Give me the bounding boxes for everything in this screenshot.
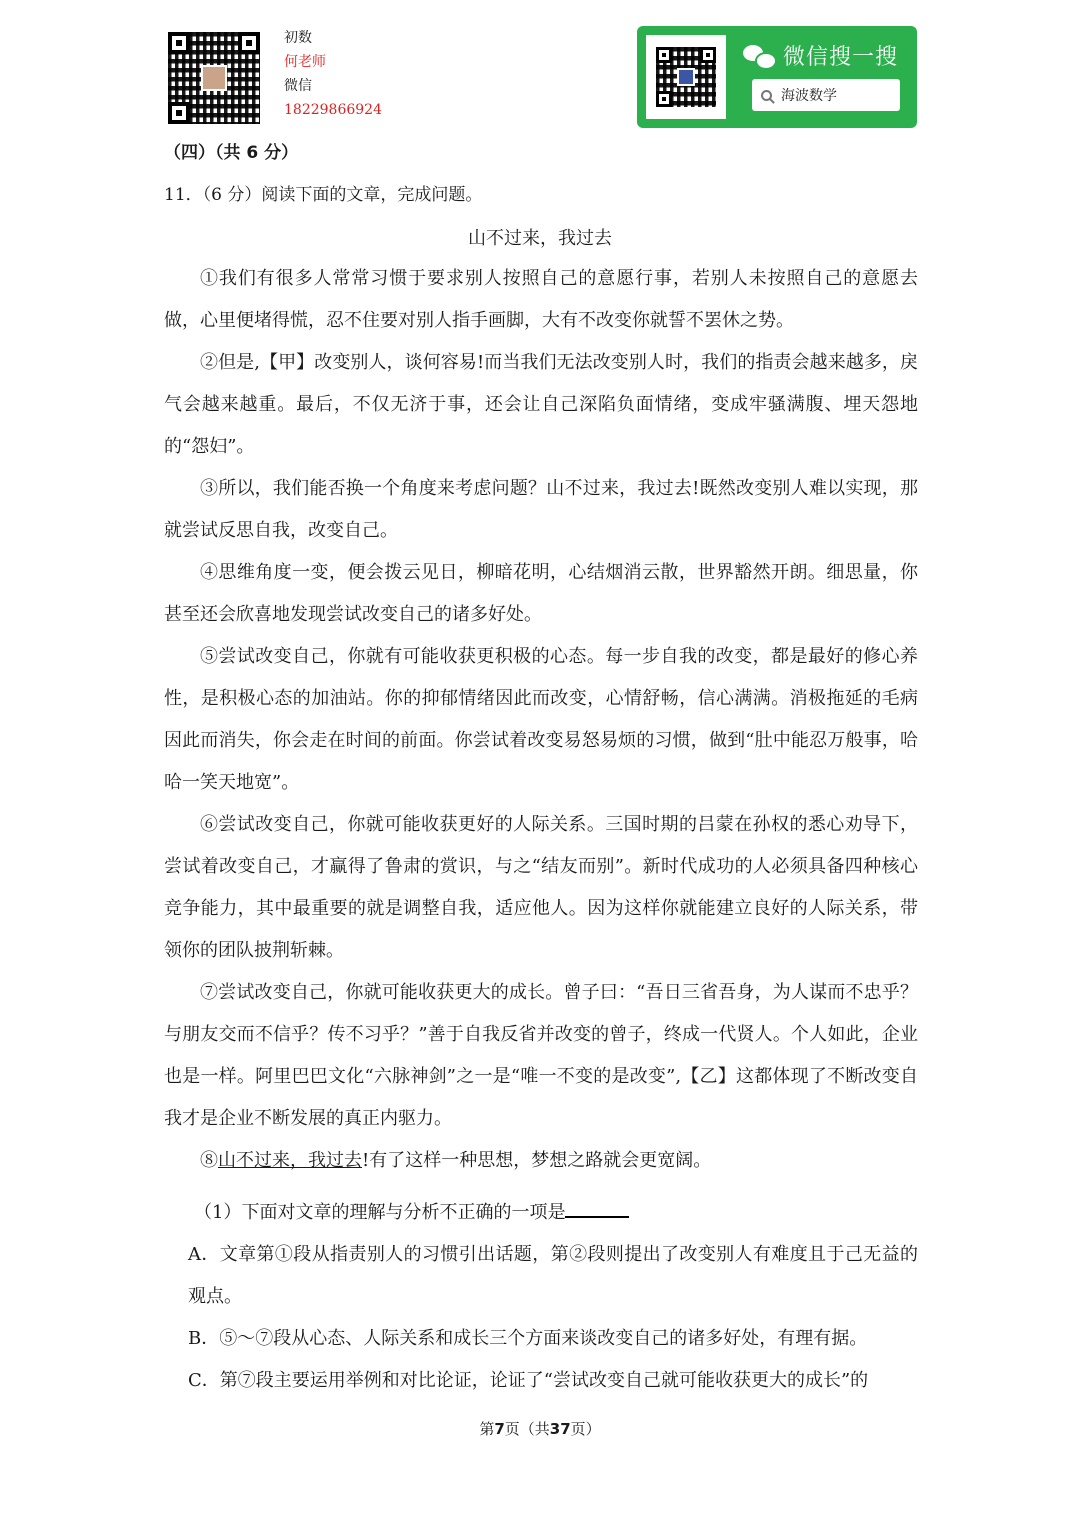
qr-code-left (168, 32, 260, 124)
qr-avatar-icon (201, 65, 227, 91)
wechat-search-text: 海波数学 (781, 88, 837, 104)
article-paragraph: ⑥尝试改变自己，你就可能收获更好的人际关系。三国时期的吕蒙在孙权的悉心劝导下，尝试着改变自己，才赢得了鲁肃的赏识，与之“结友而别”。新时代成功的人必须具备四种核心竞争能力，其中最重要的就是调整自我，适应他人。因为这样你就能建立良好的人际关系，带领你的团队披荆斩棘。 (164, 814, 918, 961)
wechat-search-card (637, 26, 917, 128)
qr-finder-icon (700, 47, 716, 63)
contact-line3: 微信 (284, 78, 312, 94)
article-paragraph-8 (164, 1140, 918, 1182)
footer-mid: 页（共 (504, 1420, 550, 1438)
article-paragraph: ⑦尝试改变自己，你就可能收获更大的成长。曾子曰：“吾日三省吾身，为人谋而不忠乎？与朋友交而不信乎？传不习乎？”善于自我反省并改变的曾子，终成一代贤人。个人如此，企业也是一样。阿里巴巴文化“六脉神剑”之一是“唯一不变的是改变”,【乙】这都体现了不断改变自我才是企业不断发展的真正内驱力。 (164, 982, 918, 1129)
wechat-qr-box (646, 35, 726, 119)
qr-code-right (656, 47, 716, 107)
qr-finder-icon (656, 47, 672, 63)
wechat-search-box (752, 79, 900, 111)
qr-finder-icon (238, 32, 260, 54)
article-body (164, 258, 918, 1182)
article-paragraph: ①我们有很多人常常习惯于要求别人按照自己的意愿行事，若别人未按照自己的意愿去做，心里便堵得慌，忍不住要对别人指手画脚，大有不改变你就誓不罢休之势。 (164, 268, 918, 331)
article-title: 山不过来，我过去 (468, 228, 612, 249)
option-c: C．第⑦段主要运用举例和对比论证，论证了“尝试改变自己就可能收获更大的成长”的 (188, 1370, 869, 1391)
wechat-title-text: 微信搜一搜 (783, 45, 899, 70)
section-title: （四）（共 6 分） (164, 143, 299, 163)
footer-prefix: 第 (479, 1420, 495, 1438)
article-paragraph: ③所以，我们能否换一个角度来考虑问题？山不过来，我过去!既然改变别人难以实现，那就尝试反思自我，改变自己。 (164, 478, 918, 541)
option-a: A．文章第①段从指责别人的习惯引出话题，第②段则提出了改变别人有难度且于己无益的观点。 (188, 1244, 918, 1307)
p8-underlined-text: 山不过来，我过去 (218, 1150, 362, 1171)
qr-finder-icon (656, 91, 672, 107)
question-head: 11．（6 分）阅读下面的文章，完成问题。 (164, 185, 483, 205)
contact-phone: 18229866924 (284, 102, 382, 118)
contact-name: 何老师 (284, 54, 326, 70)
article-paragraph: ②但是,【甲】改变别人，谈何容易!而当我们无法改变别人时，我们的指责会越来越多，戾气会越来越重。最后，不仅无济于事，还会让自己深陷负面情绪，变成牢骚满腹、埋天怨地的“怨妇”。 (164, 352, 918, 457)
page-footer (0, 1418, 1080, 1439)
sub-question-text: （1）下面对文章的理解与分析不正确的一项是 (194, 1202, 566, 1223)
qr-logo-icon (677, 68, 695, 86)
option-b: B．⑤～⑦段从心态、人际关系和成长三个方面来谈改变自己的诸多好处，有理有据。 (188, 1328, 868, 1349)
p8-marker: ⑧ (200, 1150, 218, 1171)
article-paragraph: ④思维角度一变，便会拨云见日，柳暗花明，心结烟消云散，世界豁然开朗。细思量，你甚至还会欣喜地发现尝试改变自己的诸多好处。 (164, 562, 918, 625)
qr-finder-icon (168, 102, 190, 124)
footer-page-number: 7 (494, 1420, 505, 1438)
footer-suffix: 页） (570, 1420, 601, 1438)
wechat-title (749, 40, 898, 71)
wechat-logo-icon (743, 43, 777, 69)
footer-total-pages: 37 (549, 1420, 571, 1438)
sub-question (194, 1192, 924, 1234)
contact-info (284, 26, 382, 122)
qr-finder-icon (168, 32, 190, 54)
search-icon (761, 90, 772, 101)
answer-blank (565, 1198, 629, 1218)
contact-line1: 初数 (284, 30, 312, 46)
article-paragraph: ⑤尝试改变自己，你就有可能收获更积极的心态。每一步自我的改变，都是最好的修心养性，是积极心态的加油站。你的抑郁情绪因此而改变，心情舒畅，信心满满。消极拖延的毛病因此而消失，你会走在时间的前面。你尝试着改变易怒易烦的习惯，做到“肚中能忍万般事，哈哈一笑天地宽”。 (164, 646, 918, 793)
p8-rest-text: !有了这样一种思想，梦想之路就会更宽阔。 (362, 1150, 712, 1171)
